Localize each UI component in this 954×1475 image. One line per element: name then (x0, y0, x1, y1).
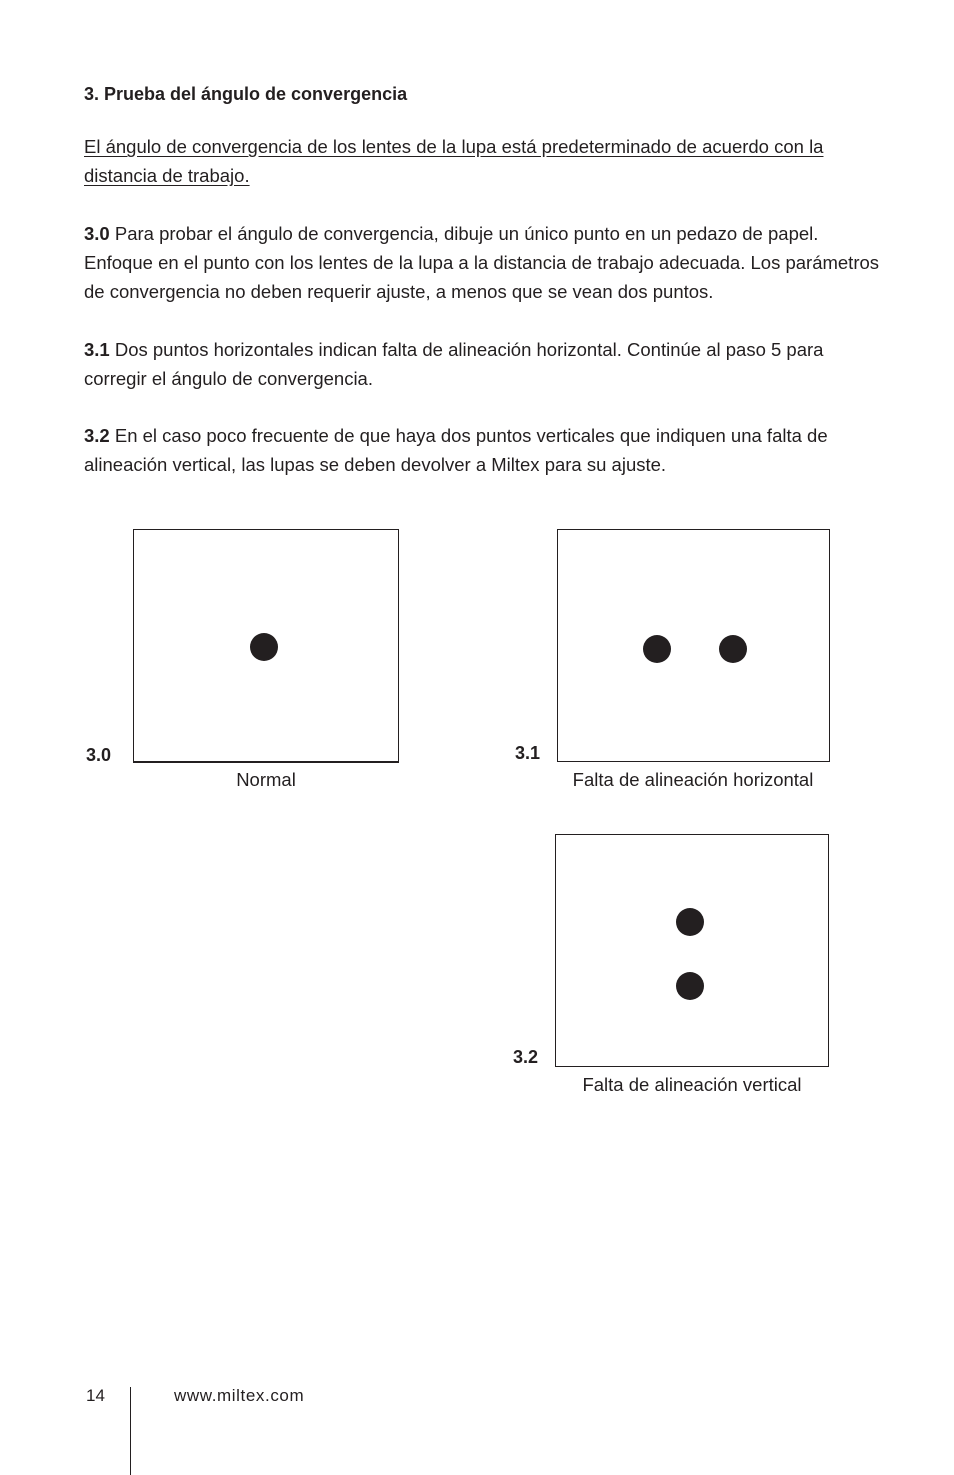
dot (250, 633, 278, 661)
paragraph-text: En el caso poco frecuente de que haya dos puntos verticales que indiquen una falta de alineación vertical, las lupas se deben devolver a Miltex para su ajuste. (84, 425, 828, 475)
figure-vertical-box (555, 834, 829, 1067)
paragraph-3-0 (84, 219, 884, 306)
step-number: 3.0 (84, 223, 110, 244)
section-heading: 3. Prueba del ángulo de convergencia (84, 84, 408, 104)
footer-url: www.miltex.com (174, 1386, 305, 1405)
dot (676, 972, 704, 1000)
figure-number: 3.2 (513, 1047, 539, 1067)
dot (676, 908, 704, 936)
figure-horizontal-box (557, 529, 830, 762)
paragraph-3-2 (84, 421, 884, 479)
dot (643, 635, 671, 663)
intro-text: El ángulo de convergencia de los lentes de la lupa está predeterminado de acuerdo con la distancia de trabajo. (84, 136, 824, 186)
figure-caption: Falta de alineación vertical (582, 1074, 802, 1095)
footer-divider (130, 1387, 131, 1475)
paragraph-text: Para probar el ángulo de convergencia, dibuje un único punto en un pedazo de papel. Enfoque en el punto con los lentes de la lupa a la distancia de trabajo adecuada. Los parámetros de convergencia no deben requerir ajuste, a menos que se vean dos puntos. (84, 223, 880, 302)
figure-caption: Normal (236, 769, 296, 790)
paragraph-text: Dos puntos horizontales indican falta de alineación horizontal. Continúe al paso 5 para corregir el ángulo de convergencia. (84, 339, 824, 389)
dot (719, 635, 747, 663)
step-number: 3.2 (84, 425, 110, 446)
page-number: 14 (86, 1386, 105, 1405)
figure-number: 3.1 (515, 743, 541, 763)
figure-caption: Falta de alineación horizontal (572, 769, 814, 790)
figure-number: 3.0 (86, 745, 112, 765)
figure-normal-box (133, 529, 399, 763)
step-number: 3.1 (84, 339, 110, 360)
paragraph-3-1 (84, 335, 884, 393)
